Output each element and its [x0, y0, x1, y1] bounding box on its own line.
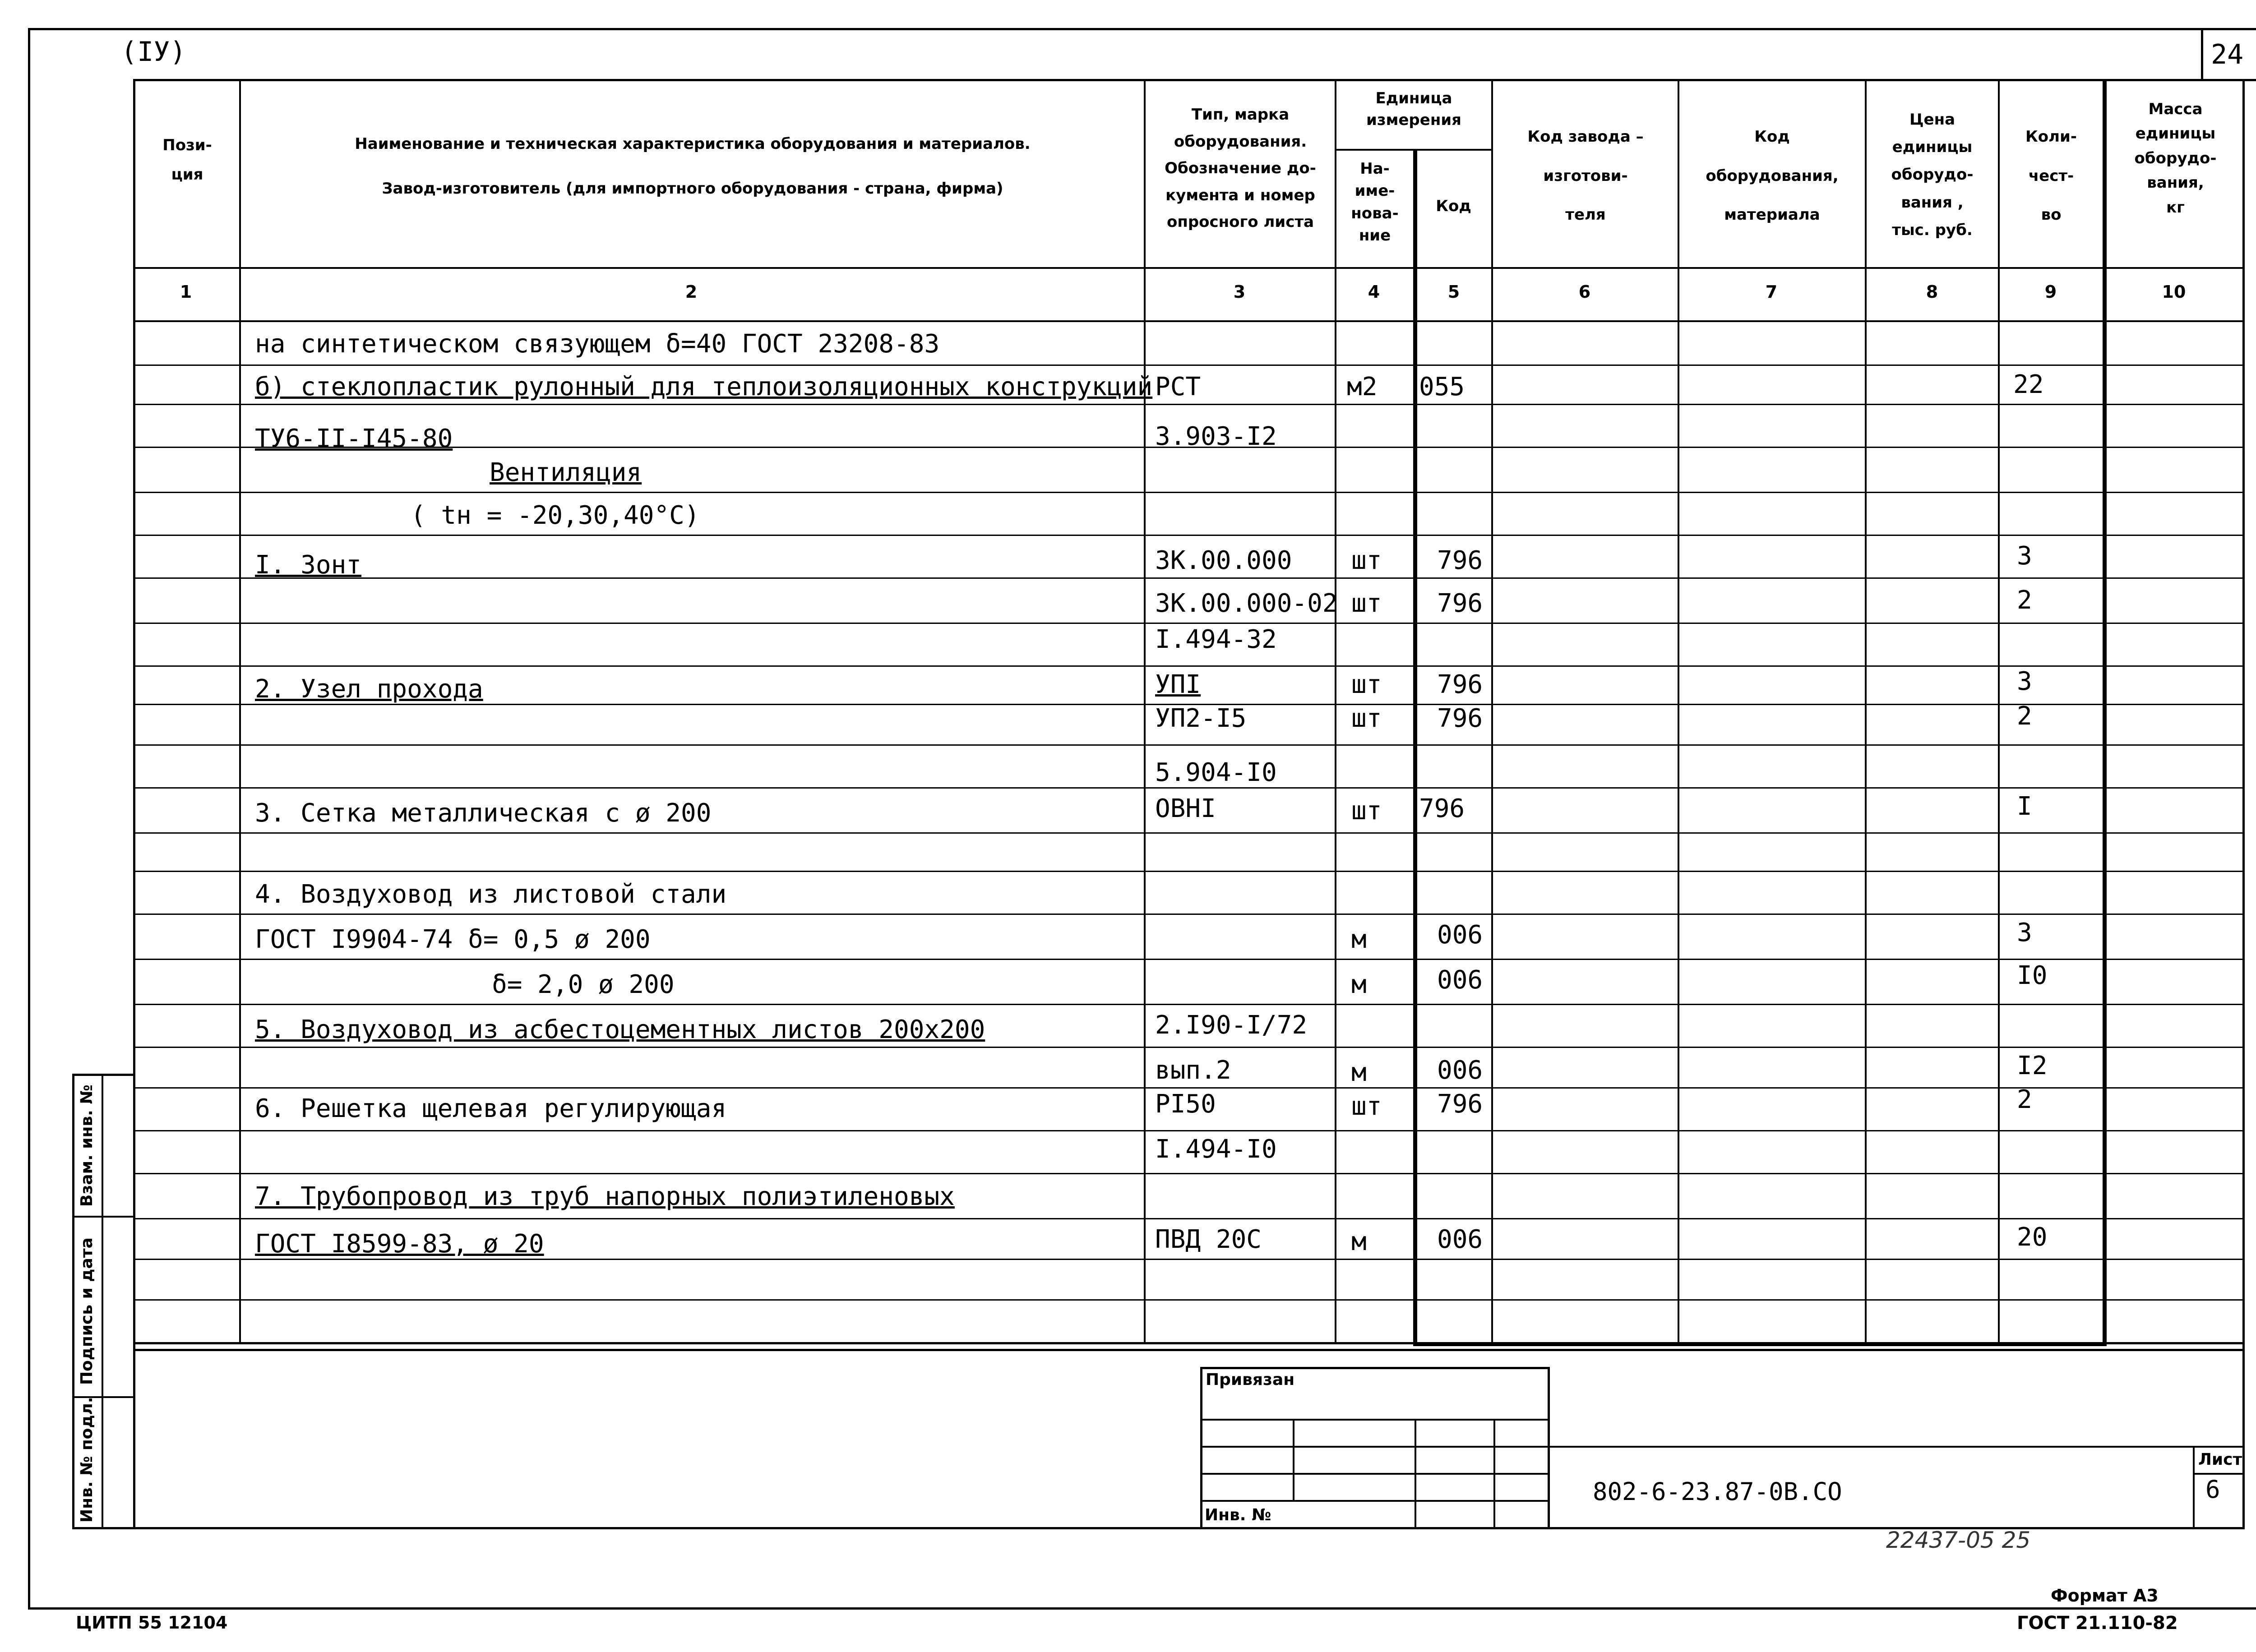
row-3-name: ТУ6-II-I45-80: [255, 424, 453, 453]
gost-label: ГОСТ 21.110-82: [2017, 1613, 2178, 1634]
row-2-type: РСТ: [1155, 372, 1201, 401]
row-6-unit: шт: [1351, 546, 1382, 575]
header-col7: Код оборудования, материала: [1706, 128, 1839, 224]
colnum-9: 9: [2044, 282, 2057, 302]
row-9-type: УПI: [1155, 670, 1201, 699]
row-12-type: ОВНI: [1155, 794, 1216, 823]
row-10-unit: шт: [1351, 704, 1382, 733]
row-21-type: ПВД 20С: [1155, 1225, 1262, 1254]
colnum-4: 4: [1368, 282, 1380, 302]
row-separator: [133, 1004, 2245, 1005]
row-11-type: 5.904-I0: [1155, 758, 1277, 787]
col-line-1: [239, 79, 241, 1342]
row-2-code: 055: [1419, 372, 1465, 401]
header-col8: Цена единицы оборудо- вания , тыс. руб.: [1891, 111, 1974, 239]
row-separator: [133, 1299, 2245, 1301]
row-6-type: ЗК.00.000: [1155, 546, 1292, 575]
row-separator: [133, 914, 2245, 915]
list-label: Лист: [2198, 1450, 2242, 1469]
row-9-unit: шт: [1351, 670, 1382, 699]
row-17-qty: I2: [2017, 1051, 2048, 1080]
priv-line-4: [1200, 1500, 1550, 1502]
colnum-8: 8: [1926, 282, 1938, 302]
colnum-6: 6: [1578, 282, 1591, 302]
side-divider-1: [72, 1216, 135, 1218]
row-20-name: 7. Трубопровод из труб напорных полиэтиленовых: [255, 1182, 955, 1211]
colnum-2: 2: [685, 282, 698, 302]
row-separator: [133, 1259, 2245, 1260]
col-line-4: [1413, 149, 1417, 1344]
priv-vline-1: [1293, 1419, 1294, 1500]
priv-line-3: [1200, 1473, 1550, 1475]
handwritten-number: 22437-05 25: [1886, 1527, 2031, 1553]
row-separator: [133, 577, 2245, 579]
row-14-name: ГОСТ I9904-74 δ= 0,5 ø 200: [255, 925, 651, 954]
privyazan-box: [1200, 1367, 1550, 1529]
row-1-name: на синтетическом связующем δ=40 ГОСТ 23208-83: [255, 329, 940, 359]
row-separator: [133, 1130, 2245, 1131]
row-separator: [133, 404, 2245, 405]
header-col4: На- име- нова- ние: [1351, 160, 1399, 245]
col-line-7: [1865, 79, 1867, 1342]
row-7-code: 796: [1437, 589, 1483, 618]
print-label: ЦИТП 55 12104: [76, 1613, 228, 1633]
row-17-unit: м: [1351, 1058, 1367, 1087]
side-label-inv: Инв. № подл.: [78, 1397, 96, 1523]
privyazan-label: Привязан: [1206, 1371, 1295, 1389]
header-col45: Единица измерения: [1366, 89, 1461, 129]
row-separator: [133, 1218, 2245, 1219]
row-separator: [133, 1087, 2245, 1089]
priv-vline-3: [1493, 1419, 1495, 1529]
col-line-3: [1335, 79, 1336, 1342]
row-2-qty: 22: [2013, 370, 2044, 399]
row-15-name: δ= 2,0 ø 200: [492, 970, 675, 999]
header-divider: [133, 267, 2245, 269]
row-9-code: 796: [1437, 670, 1483, 699]
row-separator: [133, 492, 2245, 493]
row-18-code: 796: [1437, 1089, 1483, 1119]
title-block-frame: [133, 1342, 2245, 1529]
row-3-type: 3.903-I2: [1155, 422, 1277, 451]
col-line-9: [2103, 79, 2107, 1342]
colnum-5: 5: [1447, 282, 1460, 302]
row-14-qty: 3: [2017, 918, 2032, 947]
colnum-1: 1: [180, 282, 192, 302]
row-12-name: 3. Сетка металлическая с ø 200: [255, 798, 712, 828]
header-col6: Код завода – изготови- теля: [1527, 128, 1644, 224]
col-line-5: [1491, 79, 1493, 1342]
row-5-name: ( tн = -20,30,40°С): [411, 501, 700, 530]
header-col10: Масса единицы оборудо- вания, кг: [2134, 100, 2217, 217]
col-line-8: [1998, 79, 2000, 1342]
header-col3: Тип, марка оборудования. Обозначение до- кумента и номер опросного листа: [1165, 106, 1316, 231]
side-inner-line: [102, 1074, 103, 1529]
row-21-code: 006: [1437, 1225, 1483, 1254]
row-2-unit: м2: [1347, 372, 1378, 401]
row-12-unit: шт: [1351, 796, 1382, 826]
row-separator: [133, 959, 2245, 960]
row-21-qty: 20: [2017, 1223, 2048, 1252]
row-16-name: 5. Воздуховод из асбестоцементных листов 200х200: [255, 1015, 985, 1044]
row-18-name: 6. Решетка щелевая регулирующая: [255, 1094, 727, 1123]
row-separator: [133, 365, 2245, 366]
row-18-unit: шт: [1351, 1092, 1382, 1121]
inv-no-label: Инв. №: [1205, 1506, 1271, 1524]
header-col1: Пози- ция: [162, 136, 212, 184]
colnum-10: 10: [2162, 282, 2186, 302]
list-value: 6: [2205, 1475, 2220, 1504]
row-14-unit: м: [1351, 925, 1367, 954]
row-13-name: 4. Воздуховод из листовой стали: [255, 880, 727, 909]
row-15-qty: I0: [2017, 961, 2048, 990]
header-col2: Наименование и техническая характеристика оборудования и материалов. Завод-изготовитель (для импортного оборудования - страна, фирма): [355, 135, 1031, 198]
row-7-type: ЗК.00.000-02: [1155, 589, 1338, 618]
row-10-code: 796: [1437, 704, 1483, 733]
row-18-qty: 2: [2017, 1085, 2032, 1114]
doc-code: 802-6-23.87-0В.СО: [1593, 1477, 1842, 1506]
list-box-mid: [2193, 1473, 2245, 1475]
col-line-6: [1678, 79, 1679, 1342]
row-separator: [133, 623, 2245, 624]
row-16-type: 2.I90-I/72: [1155, 1011, 1308, 1040]
row-15-code: 006: [1437, 965, 1483, 995]
row-separator: [133, 535, 2245, 536]
row-6-code: 796: [1437, 546, 1483, 575]
col-line-2: [1144, 79, 1146, 1342]
row-21-unit: м: [1351, 1227, 1367, 1256]
row-separator: [133, 665, 2245, 667]
colnum-divider: [133, 320, 2245, 322]
colnum-7: 7: [1765, 282, 1778, 302]
priv-line-1: [1200, 1419, 1550, 1421]
header-col9: Коли- чест- во: [2025, 128, 2077, 224]
unit-subdivider: [1335, 149, 1491, 151]
code-top-line: [1550, 1446, 2245, 1448]
colnum-3: 3: [1233, 282, 1246, 302]
row-18-type: РI50: [1155, 1089, 1216, 1119]
corner-label: (IУ): [121, 36, 186, 68]
row-6-name: I. Зонт: [255, 550, 362, 580]
row-17-code: 006: [1437, 1056, 1483, 1085]
row-10-qty: 2: [2017, 701, 2032, 731]
row-14-code: 006: [1437, 920, 1483, 950]
row-separator: [133, 1047, 2245, 1048]
page-number: 24: [2211, 39, 2244, 70]
row-separator: [133, 871, 2245, 872]
side-label-vzam: Взам. инв. №: [78, 1084, 96, 1207]
row-separator: [133, 832, 2245, 834]
header-col5: Код: [1436, 197, 1471, 215]
format-label: Формат А3: [2051, 1586, 2159, 1606]
row-2-name: б) стеклопластик рулонный для теплоизоляционных конструкций: [255, 372, 1153, 401]
row-15-unit: м: [1351, 970, 1367, 999]
row-7-unit: шт: [1351, 589, 1382, 618]
row-9-name: 2. Узел прохода: [255, 674, 483, 704]
list-box-line: [2193, 1446, 2195, 1529]
priv-line-2: [1200, 1446, 1550, 1448]
row-17-type: вып.2: [1155, 1056, 1231, 1085]
row-19-type: I.494-I0: [1155, 1135, 1277, 1164]
row-separator: [133, 744, 2245, 746]
row-12-code: 796: [1419, 794, 1465, 823]
row-separator: [133, 1173, 2245, 1174]
priv-vline-2: [1415, 1419, 1416, 1529]
row-separator: [133, 787, 2245, 789]
row-6-qty: 3: [2017, 541, 2032, 571]
row-12-qty: I: [2017, 792, 2032, 821]
side-label-podpis: Подпись и дата: [78, 1237, 96, 1385]
row-9-qty: 3: [2017, 667, 2032, 696]
row-10-type: УП2-I5: [1155, 704, 1247, 733]
row-7-qty: 2: [2017, 586, 2032, 615]
row-8-type: I.494-32: [1155, 625, 1277, 654]
row-4-name: Вентиляция: [490, 458, 642, 487]
row-21-name: ГОСТ I8599-83, ø 20: [255, 1229, 544, 1259]
